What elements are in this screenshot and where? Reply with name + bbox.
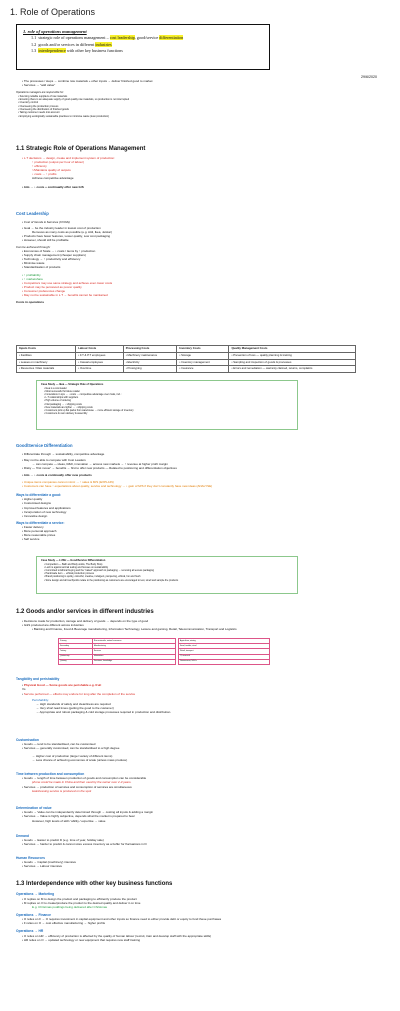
list-item: • More reasonable prices [16, 533, 386, 537]
case-study-lines [41, 563, 293, 582]
case-study-line: • Innovations in ops → ↓ costs → competitive advantage over rivals, incl.: [41, 393, 293, 396]
table-cell: • F.T & P.T employees [76, 352, 124, 359]
aim-line: • Aim → ↓ costs & continually offer new products [16, 473, 386, 477]
column-header: Inputs Costs [17, 346, 76, 353]
list-item: • Self service [16, 537, 386, 541]
subsection-heading: Cost Leadership [16, 211, 49, 216]
list-item: • Taking customer needs into account [16, 111, 386, 114]
list-item: • Decisions made for production, storage and delivery of goods → depends on the type of good [16, 619, 386, 623]
case-study-lines [41, 387, 293, 416]
list-item: → Very short lead times (getting the good to the customer) [36, 705, 114, 710]
cost-leadership-section [16, 211, 386, 305]
column-header: Processing Costs [123, 346, 177, 353]
good-ways-list [16, 497, 386, 517]
table-row [17, 366, 356, 373]
list-item: → Appropriate and robust packaging & cold storage processes required in production and distribution. [36, 709, 172, 714]
case-study-line: • Flat packaging → ↓ shipping costs [41, 403, 293, 406]
section-heading: 1.2 Goods and/or services in different industries [16, 609, 154, 615]
list-item: Achieve competitive advantage [32, 176, 74, 181]
intro-section [16, 79, 386, 118]
list-item: E.g. Christmas puddings being delivered after Christmas [32, 904, 108, 909]
table-cell: • Prevention of loss — quality planning & training [229, 352, 356, 359]
list-item: • More personal approach [16, 529, 386, 533]
table-header-row [17, 346, 356, 353]
list-item: • Customers can have ↑ expectations about quality, service and technology → ↓ gain of M/S if they don't constantly have new ideas (ANALYSE) [16, 484, 386, 488]
differentiation-section [16, 443, 386, 541]
list-item: ↑/Maintains quality of outputs [32, 168, 71, 173]
table-row [17, 352, 356, 359]
industry-sectors-table [58, 638, 176, 665]
list-item: • G&S produced are different across industries [16, 623, 386, 627]
case-study-title: Case Study — Ikea — Strategic Role of Operations [41, 383, 104, 386]
table-cell: • Storage [177, 352, 229, 359]
list-item: • Supply chain management (cheaper suppliers) [16, 253, 386, 257]
table-cell: IT, research [179, 654, 270, 659]
list-item: • Higher quality [16, 497, 386, 501]
toc-box [16, 24, 270, 70]
time-section [16, 772, 386, 793]
table-cell: • Electricity [123, 359, 177, 366]
table-cell: Quaternary [59, 654, 93, 659]
subsection-heading: Time between production and consumption [16, 772, 85, 776]
subsection-heading: Determination of value [16, 806, 52, 810]
date-label: 29/6/2020 [361, 75, 377, 79]
list-item: • Faster delivery [16, 525, 386, 529]
table-cell: • Insurance [177, 366, 229, 373]
list-item: • Services → production of services and consumption of services are simultaneous [16, 785, 386, 789]
case-study-line: • L.T relationships with suppliers [41, 396, 293, 399]
service-ways-list [16, 525, 386, 541]
table-cell: • Facilities [17, 352, 76, 359]
disadvantage-item: • May not be sustainable in L.T → benefits cannot be maintained [16, 293, 386, 297]
list-item: ↑ production (output per hour of labour) [32, 160, 85, 165]
table-cell: • Errors and remediation — warranty claimed, returns, complaints [229, 366, 356, 373]
list-item: ↓ costs → ↑ profits [32, 172, 57, 177]
list-item: • Unique items companies cannot mimic → ↑ sales & M/S (EXPLAIN) [16, 480, 386, 484]
list-item: • M replies on O to create/produce the product to the desired quality and deliver it on time [16, 901, 386, 905]
list-item: • Goods → Value can be independently determined through → costing all inputs & adding a margin [16, 810, 386, 814]
list-item: • Standardisation of products [16, 265, 386, 269]
section-1-1 [16, 145, 386, 189]
list-item: Hairdressing service is produced on the spot [32, 788, 92, 793]
list-item: Vs [22, 687, 26, 692]
table-cell: Retail, transport [179, 649, 270, 654]
table-row [59, 659, 176, 664]
toc-title: 1. role of operations management [23, 29, 87, 34]
subsection-heading: Operations → Finance [16, 912, 51, 917]
case-study-title: Case Study — LUSH — Good/Service Differentiation [41, 559, 106, 562]
table-cell: Tertiary [59, 649, 93, 654]
list-item: • O relies on F → O requires investment in capital equipment and other inputs so finance need to either provide debt or equity to fund these purchases [16, 917, 386, 921]
list-item: • Services → "add value" [16, 83, 386, 87]
list-item: • Differentiate through → sustainability, competitive advantage [16, 452, 386, 456]
list-item: • Services — generally customised, can be standardised to a high degree [16, 746, 386, 750]
list-item: • Ensuring there is an adequate supply of good quality raw materials, so production is not interrupted [16, 98, 386, 101]
table-cell: Quinary [59, 659, 93, 664]
table-row [17, 359, 356, 366]
table-cell: Raw materials, natural resources [92, 639, 175, 644]
list-item: • Improved features and applications [16, 506, 386, 510]
aim-line: • Aim → ↓ costs + continually offer new G/S [16, 185, 386, 189]
subsection-heading: Tangibility and perishability [16, 677, 60, 681]
table-cell: Information [92, 654, 175, 659]
table-row [179, 659, 270, 664]
list-item: • Inventory control [16, 101, 386, 104]
list-item: • The processes / steps → combine raw materials + other inputs → deliver finished good to market [16, 79, 386, 83]
case-study-lush [36, 556, 298, 594]
list-item: • Employing ecologically sustainable practices to minimise waste (lean production) [16, 115, 386, 118]
list-item: • Goods → length of time between production of goods and consumption can be considerable [16, 776, 386, 780]
list-item: • However, should still be profitable [16, 238, 386, 242]
toc-row: 1.2 goods and/or services in different industries [31, 41, 112, 47]
list-item: • Minimise waste [16, 261, 386, 265]
list-item: • Economies of Scale → ↓ costs / items by ↑ production [16, 249, 386, 253]
list-item: However, high levels of skill / ability / expertise → value [32, 818, 106, 823]
list-item: • Goal → be the industry leader in lowest cost of production [16, 226, 386, 230]
case-study-line: • Competition — Bath and Body works, The Body Shop [41, 563, 293, 566]
table-cell: Agriculture, mining [179, 639, 270, 644]
costs-table-body [17, 352, 356, 372]
disadvantage-item: • Product may be perceived as poorer quality [16, 285, 386, 289]
table-cell: • Sampling and inspection of goods & processes [229, 359, 356, 366]
tangibility-section [16, 677, 386, 714]
list-item: • Customised designs [16, 501, 386, 505]
subsection-heading: Human Resources [16, 856, 45, 860]
list-item: • O replies on M to design the product and packaging to efficiently produce the product [16, 897, 386, 901]
list-item: → Higher cost of production (larger variety of different items) [32, 753, 113, 758]
list-item: • May not be able to compete with Cost Leaders [16, 458, 386, 462]
subsection-heading: Operations → Marketing [16, 892, 55, 897]
list-item: • Goods — tend to be standardised, can be customised [16, 742, 386, 746]
responsibilities-title: Operations managers are responsible for: [16, 91, 64, 95]
list-item: • Services → Value is highly subjective, depends what the market is prepared to bear [16, 814, 386, 818]
list-item: • L.T decisions → design, create and implement system of production: [16, 156, 386, 160]
table-cell: • Inventory management [177, 359, 229, 366]
table-cell: • Prototyping [123, 366, 177, 373]
column-header: Labour Costs [76, 346, 124, 353]
case-study-line: • Customers do own delivery & assembly [41, 412, 293, 415]
list-item: • Banking and Finance, Food & Beverage manufacturing, Information Technology, Leisure and gaming, Retail, Telecommunication, Transport and Logistics [16, 627, 356, 631]
list-item: • Goods → Easier to predict D (e.g. time of year, holiday sale) [16, 838, 386, 842]
list-item: • HR relies on O → updated technology or new equipment that requires new staff training [16, 938, 386, 942]
advantage-item: • ↑ profitability [16, 273, 386, 277]
list-item: → Less chance of achieving economies of scale (unless mass produce) [32, 757, 128, 762]
value-section [16, 806, 386, 823]
subsection-heading: Operations → HR [16, 929, 44, 934]
case-study-line: • Lush is against animal testing and focuses on sustainability [41, 566, 293, 569]
list-item: • Innovative design [16, 514, 386, 518]
costs-table [16, 345, 356, 373]
table-cell: • Resources / Raw materials [17, 366, 76, 373]
demand-section [16, 834, 386, 847]
costs-table-title: Costs in operations [16, 300, 45, 305]
responsibilities-list [16, 95, 386, 119]
list-item: → High standards of safety and cleanliness are required [36, 701, 111, 706]
list-item: • Overseeing the production process [16, 105, 386, 108]
table-cell: Primary [59, 639, 93, 644]
toc-row: 1.3 interdependence with other key business functions [31, 48, 123, 54]
list-item: ↑ efficiency [32, 164, 47, 169]
list-heading: Ways to differentiate a service: [16, 520, 65, 525]
table-cell: Manufacturing [92, 644, 175, 649]
customisation-section [16, 738, 386, 762]
subsection-heading: Good/Service Differentiation [16, 443, 73, 448]
list-item: • Goods → Capital (machinery) intensive [16, 860, 386, 864]
list-item: • Cost of Goods & Services (COGS) [16, 220, 386, 224]
section-1-2 [16, 608, 386, 631]
list-item: • Incorporation of new technology [16, 510, 386, 514]
list-item: • Services → harder to predict & cannot store excess inventory as a buffer for fluctuations in D [16, 842, 386, 846]
column-header: Inventory Costs [177, 346, 229, 353]
section-heading: 1.3 Interdependence with other key business functions [16, 881, 173, 887]
list-item: • Sourcing reliable suppliers of raw materials [16, 95, 386, 98]
table-cell: Secondary [59, 644, 93, 649]
table-cell: • Overtime [76, 366, 124, 373]
hr-section [16, 856, 386, 869]
list-item: • Products have fewer features, Lower quality, Low cost packaging [16, 234, 386, 238]
subsection-heading: Demand [16, 834, 30, 838]
case-study-line: • New materials are lighter → ↓ shipping costs [41, 406, 293, 409]
column-header: Quality Management Costs [229, 346, 356, 353]
table-cell: Government, NGOs [179, 659, 270, 664]
disadvantage-item: • Consumer preferences change [16, 289, 386, 293]
list-item: • F relies on O → cost effective manufacturing → higher profits [16, 921, 386, 925]
table-cell: • Machinery maintenance [123, 352, 177, 359]
list-item: • Service performed — effects may endure for long after the completion of the service [16, 692, 386, 696]
table-cell: • Casual employees [76, 359, 124, 366]
subsection-heading: Customisation [16, 738, 39, 742]
list-item: Removes as many costs as possible (e.g. Aldi, Ikea, Jetstar) [32, 229, 113, 234]
list-heading: Can be achieved through: [16, 244, 51, 249]
table-cell: Decisions, knowledge [92, 659, 175, 664]
case-study-line: • Store design and all touchpoints relate to the positioning as customers are encouraged to test, smell and sample the products [41, 579, 293, 582]
case-study-line: • Customers pick up flat packs from warehouse → more efficient storage of inventory [41, 409, 293, 412]
list-heading: Perishability: [32, 697, 50, 702]
case-study-line: • Handmade item → ethical production process [41, 572, 293, 575]
case-study-line: • Ikea is a cost leader [41, 387, 293, 390]
page-title: 1. Role of Operations [10, 7, 96, 17]
table-cell: Food, textiles, steel [179, 644, 270, 649]
list-heading: Ways to differentiate a good: [16, 493, 62, 497]
list-item: • O relies on HR → efficiency of production is affected by the quality of human labour (recruit, train and develop staff with the appropriate skills) [16, 934, 386, 938]
toc-row: 1.1 strategic role of operations management – cost leadership, good/service differentiation [31, 35, 184, 41]
table-cell: Services [92, 649, 175, 654]
section-heading: 1.1 Strategic Role of Operations Management [16, 146, 146, 152]
case-study-line: • Most successful furniture retailer [41, 390, 293, 393]
list-item: → can compete — ideas, R&D, innovation → access new markets → ↑ revenue at higher profit margin [32, 461, 168, 466]
list-item: • Technology → ↑ productivity and efficiency [16, 257, 386, 261]
advantage-item: • ↑ marketshare [16, 277, 386, 281]
case-study-line: • Brand positioning is quirky, colourful, creative, indulgent, pampering, ethical, fun and fresh [41, 575, 293, 578]
section-1-3 [16, 880, 386, 942]
list-item: • Physical Good — Some goods are perishable e.g. fruit [16, 683, 386, 687]
list-item: • Risky — 'first mover' → benefits → first to offer new products — Related to positioning and differentiation objectives [16, 466, 386, 470]
list-item: • Services → Labour intensive [16, 864, 386, 868]
industry-examples-table [178, 638, 270, 665]
list-item: • Overseeing the distribution of finished goods [16, 108, 386, 111]
case-study-line: • Committed to Ethical buying and the "naked" approach to packaging → removing all excess packaging [41, 569, 293, 572]
list-item: phone could be made in China and then used by the owner over 2-3 years. [32, 780, 132, 785]
case-study-ikea [36, 380, 298, 430]
disadvantage-item: • Competitors may use same strategy and achieve even lower costs [16, 281, 386, 285]
table-cell: • Leases on machinery [17, 359, 76, 366]
case-study-line: • High volume of ordering [41, 399, 293, 402]
